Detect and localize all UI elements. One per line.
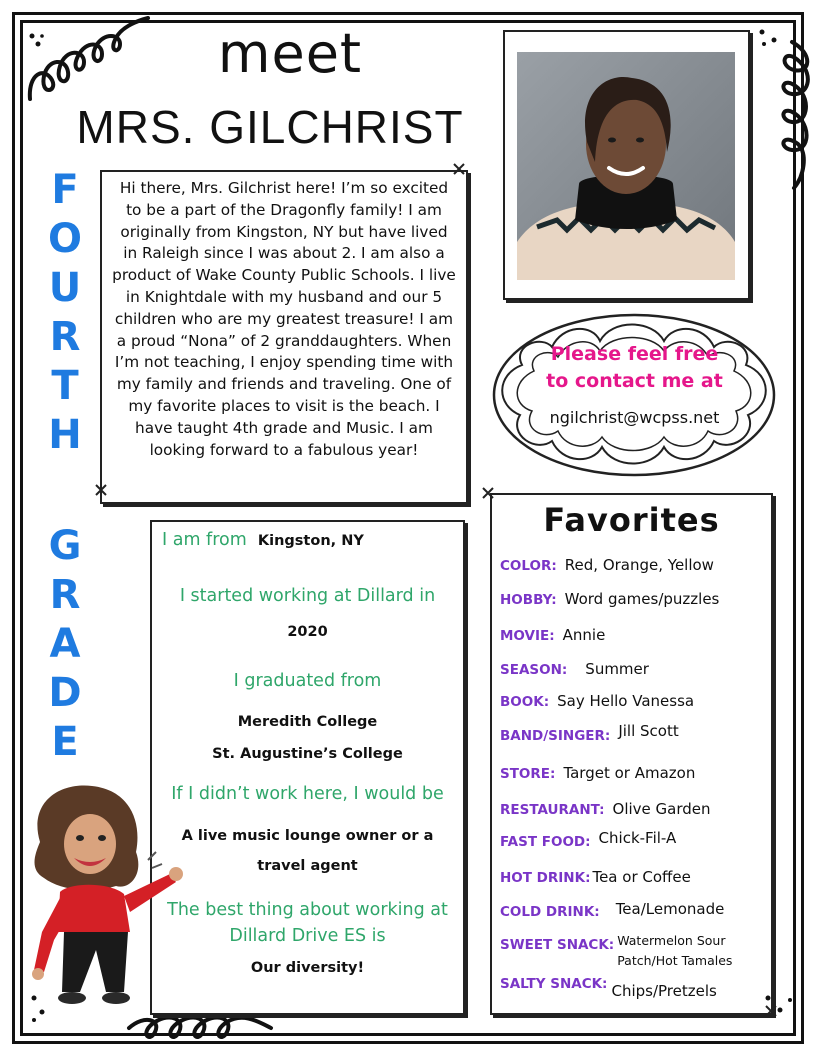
would-answer-2: travel agent [257, 858, 358, 874]
favorite-item [500, 799, 711, 820]
favorite-label: SWEET SNACK: [500, 937, 615, 953]
best-prompt-1: The best thing about working at [167, 900, 448, 920]
favorites-heading: Favorites [543, 501, 720, 539]
favorite-value: Jill Scott [618, 722, 679, 740]
letter: E [51, 719, 79, 765]
contact-email[interactable]: ngilchrist@wcpss.net [549, 408, 720, 427]
favorite-value: Summer [585, 660, 649, 678]
letter: A [49, 621, 81, 667]
favorite-item [500, 901, 724, 920]
best-answer: Our diversity! [250, 960, 365, 976]
favorite-value: Red, Orange, Yellow [564, 556, 714, 574]
cross-mark-icon [481, 486, 495, 500]
started-answer: 2020 [287, 624, 328, 640]
favorite-value: Annie [562, 626, 606, 644]
favorite-label: COLOR: [500, 558, 557, 574]
letter: H [48, 412, 82, 458]
contact-heading-line1: Please feel free [550, 343, 719, 365]
favorite-item [500, 555, 714, 576]
graduated-answer-2: St. Augustine’s College [212, 746, 403, 762]
portrait-illustration [517, 52, 735, 280]
cross-mark-icon [94, 483, 108, 497]
teacher-avatar-illustration [20, 782, 190, 1017]
favorite-item [500, 763, 695, 784]
favorite-label: BOOK: [500, 694, 550, 710]
best-prompt-2: Dillard Drive ES is [229, 926, 386, 946]
letter: R [49, 314, 81, 360]
contact-box [482, 305, 787, 485]
favorite-label: RESTAURANT: [500, 802, 605, 818]
letter: O [47, 216, 82, 262]
favorite-value: Watermelon Sour Patch/Hot Tamales [617, 933, 733, 968]
letter: F [51, 167, 79, 213]
favorite-label: FAST FOOD: [500, 834, 591, 850]
favorite-label: STORE: [500, 766, 556, 782]
scallop-frame-icon [482, 305, 787, 485]
letter: R [49, 572, 81, 618]
favorite-label: SEASON: [500, 662, 568, 678]
cross-mark-icon [452, 162, 466, 176]
swirl-top-left-icon [22, 14, 152, 104]
favorite-value: Olive Garden [612, 800, 711, 818]
dots-top-right-icon [756, 26, 786, 50]
favorite-label: MOVIE: [500, 628, 555, 644]
favorite-value: Target or Amazon [563, 764, 696, 782]
vertical-word-grade [40, 522, 90, 767]
favorite-value: Say Hello Vanessa [557, 692, 695, 710]
favorite-value: Tea/Lemonade [615, 900, 725, 918]
from-answer: Kingston, NY [257, 533, 364, 549]
swirl-right-icon [770, 40, 816, 190]
favorite-item [500, 931, 770, 971]
about-facts-box [150, 520, 465, 1015]
favorite-item [500, 722, 679, 744]
started-prompt: I started working at Dillard in [179, 586, 436, 606]
cross-mark-icon [764, 1004, 778, 1018]
favorite-value: Word games/puzzles [564, 590, 720, 608]
favorite-value: Chick-Fil-A [598, 829, 677, 847]
bio-text: Hi there, Mrs. Gilchrist here! I’m so excited to be a part of the Dragonfly family! I am originally from Kingston, NY but have lived in Raleigh since I was about 2. I am also a product of Wake County Public Schools. I live in Knightdale with my husband and our 5 children who are my greatest treasure! I am a proud “Nona” of 2 granddaughters. When I’m not teaching, I enjoy spending time with my family and friends and traveling. One of my favorite places to visit is the beach. I have taught 4th grade and Music. I am looking forward to a fabulous year! [112, 179, 456, 459]
contact-heading [482, 341, 787, 395]
graduated-answer-1: Meredith College [237, 714, 378, 730]
teacher-name-title: MRS. GILCHRIST [76, 101, 464, 153]
favorite-item [500, 831, 676, 850]
would-prompt: If I didn’t work here, I would be [171, 784, 444, 804]
from-prompt: I am from [162, 530, 247, 550]
teacher-photo [517, 52, 735, 280]
contact-heading-line2: to contact me at [546, 370, 723, 392]
favorite-item [500, 691, 694, 712]
favorites-box [490, 493, 773, 1015]
favorite-item [500, 659, 649, 680]
letter: D [48, 670, 82, 716]
favorite-label: HOT DRINK: [500, 870, 591, 886]
favorite-item [500, 625, 605, 646]
favorite-item [500, 589, 719, 610]
favorite-value: Chips/Pretzels [611, 982, 717, 1000]
would-answer-1: A live music lounge owner or a [181, 828, 434, 844]
favorite-value: Tea or Coffee [592, 868, 691, 886]
bio-box [100, 170, 468, 504]
favorite-label: SALTY SNACK: [500, 976, 608, 992]
from-line [152, 530, 463, 550]
favorite-label: COLD DRINK: [500, 904, 600, 920]
letter: G [48, 523, 82, 569]
favorite-label: BAND/SINGER: [500, 728, 611, 744]
letter: T [51, 363, 79, 409]
graduated-prompt: I graduated from [233, 671, 382, 691]
meet-heading: meet [217, 22, 363, 85]
favorite-item [500, 973, 717, 1002]
vertical-word-fourth [40, 166, 90, 460]
letter: U [48, 265, 82, 311]
favorite-label: HOBBY: [500, 592, 557, 608]
photo-frame [503, 30, 750, 300]
favorite-item [500, 867, 691, 888]
